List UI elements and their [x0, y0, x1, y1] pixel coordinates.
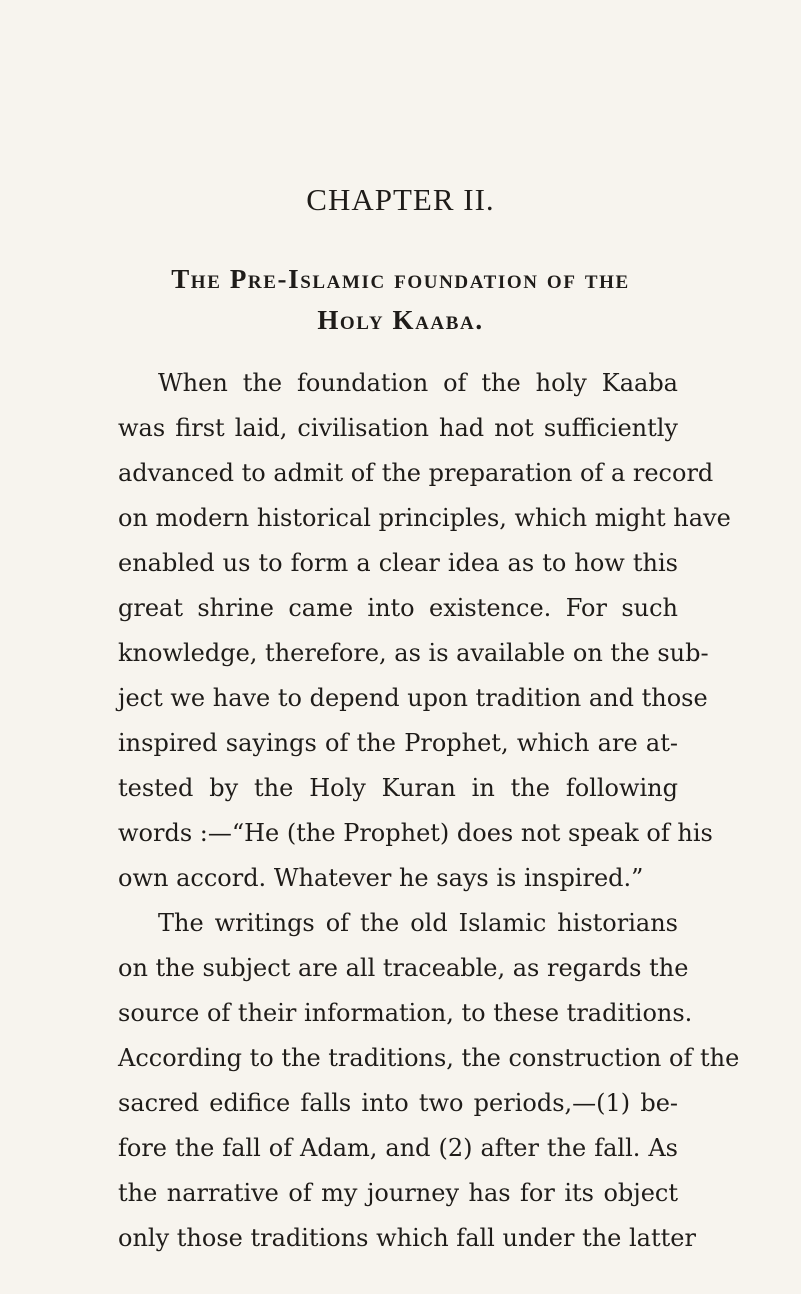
paragraph-2-line-4: According to the traditions, the construction of the [118, 1044, 740, 1072]
paragraph-1-line-12: own accord. Whatever he says is inspired.” [118, 864, 644, 892]
paragraph-1-line-8: ject we have to depend upon tradition and those [118, 684, 708, 712]
paragraph-2-line-2: on the subject are all traceable, as regards the [118, 954, 689, 982]
paragraph-1-line-4: on modern historical principles, which might have [118, 504, 731, 532]
paragraph-2-line-8: only those traditions which fall under the latter [118, 1224, 696, 1252]
paragraph-1-line-1: When the foundation of the holy Kaaba [158, 369, 678, 397]
paragraph-1-line-5: enabled us to form a clear idea as to how this [118, 549, 678, 577]
paragraph-2-line-3: source of their information, to these traditions. [118, 999, 693, 1027]
section-title-line-1: The Pre-Islamic foundation of the [171, 264, 630, 294]
chapter-heading: CHAPTER II. [306, 182, 495, 217]
paragraph-1-line-2: was first laid, civilisation had not sufficiently [118, 414, 678, 442]
paragraph-2-line-6: fore the fall of Adam, and (2) after the fall. As [118, 1134, 678, 1162]
paragraph-1-line-6: great shrine came into existence. For such [118, 594, 678, 622]
paragraph-1-line-9: inspired sayings of the Prophet, which are at- [118, 729, 678, 757]
paragraph-2-line-7: the narrative of my journey has for its object [118, 1179, 678, 1207]
paragraph-2-line-1: The writings of the old Islamic historians [158, 909, 678, 937]
paragraph-2-line-5: sacred edifice falls into two periods,—(1) be- [118, 1089, 678, 1117]
paragraph-1-line-7: knowledge, therefore, as is available on the sub- [118, 639, 709, 667]
paragraph-1-line-3: advanced to admit of the preparation of a record [118, 459, 714, 487]
section-title-line-2: Holy Kaaba. [317, 305, 484, 335]
paragraph-1-line-10: tested by the Holy Kuran in the following [118, 774, 678, 802]
paragraph-1-line-11: words :—“He (the Prophet) does not speak of his [118, 819, 713, 847]
